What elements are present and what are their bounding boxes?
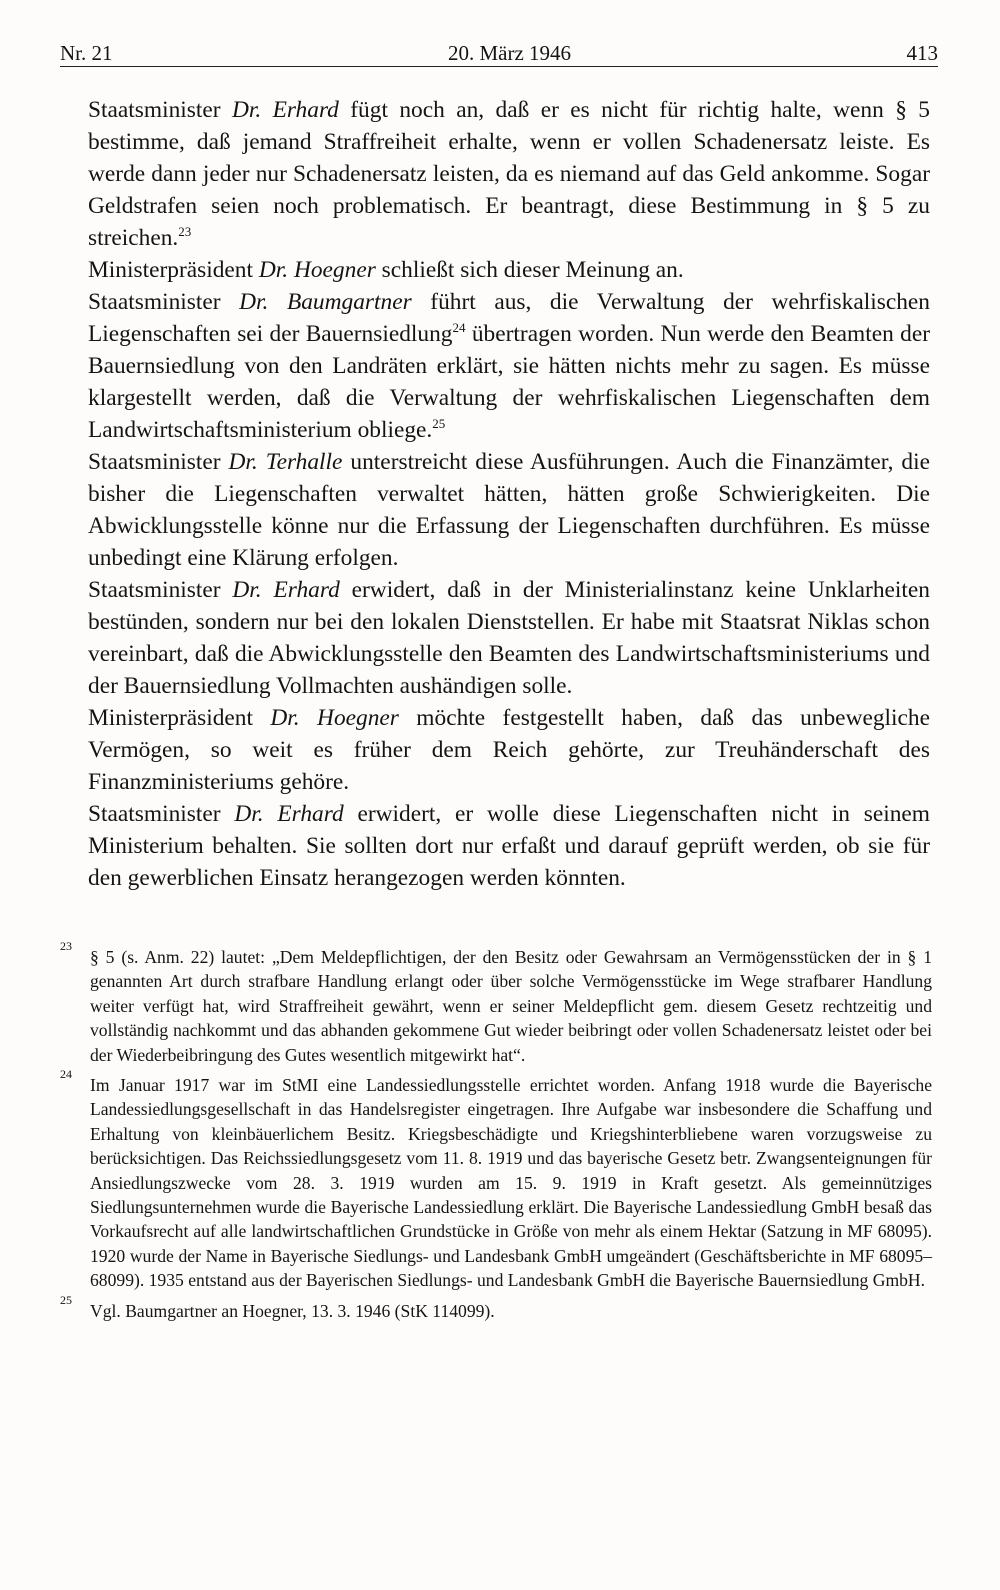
header-rule xyxy=(60,66,938,67)
paragraph-5 xyxy=(88,574,930,702)
speaker-title: Staatsminister xyxy=(88,801,235,827)
footnote-text: Im Januar 1917 war im StMI eine Landessiedlungsstelle errichtet worden. Anfang 1918 wurde die Bayerische Landessiedlungsgesellschaft in das Handelsregister eingetragen. Ihre Aufgabe war insbesondere die Schaffung und Erhaltung von kleinbäuerlichem Besitz. Kriegsbeschädigte und Kriegshinterbliebene waren vorzugsweise zu berücksichtigen. Das Reichssiedlungsgesetz vom 11. 8. 1919 und das bayerische Gesetz betr. Zwangsenteignungen für Ansiedlungszwecke vom 28. 3. 1919 wurden am 15. 9. 1919 in Kraft gesetzt. Als gemeinnütziges Siedlungsunternehmen wurde die Bayerische Landessiedlung erklärt. Die Bayerische Landessiedlung GmbH besaß das Vorkaufsrecht auf alle landwirtschaftlichen Grundstücke in Größe von mehr als einem Hektar (Satzung in MF 68095). 1920 wurde der Name in Bayerische Siedlungs- und Landesbank GmbH umgeändert (Geschäftsberichte in MF 68095–68099). 1935 entstand aus der Bayerischen Siedlungs- und Landesbank GmbH die Bayerische Bauernsiedlung GmbH. xyxy=(90,1075,932,1291)
speaker-name: Dr. Hoegner xyxy=(270,705,399,731)
footnotes xyxy=(60,939,932,1329)
footnote-25 xyxy=(60,1292,932,1323)
paragraph-3 xyxy=(88,286,930,446)
paragraph-6 xyxy=(88,702,930,798)
paragraph-text: erwidert, daß in der Ministerialinstanz keine Unklarheiten bestünden, sondern nur bei den lokalen Dienststellen. Er habe mit Staatsrat Niklas schon vereinbart, daß die Abwicklungsstelle den Beamten des Landwirtschaftsministeriums und der Bauernsiedlung Vollmachten aushändigen solle. xyxy=(88,577,930,699)
footnote-mark: 25 xyxy=(60,1292,72,1307)
speaker-title: Staatsminister xyxy=(88,449,229,475)
speaker-title: Staatsminister xyxy=(88,289,240,315)
paragraph-text: übertragen worden. Nun werde den Beamten der Bauernsiedlung von den Landräten erklärt, sie hätten nichts mehr zu sagen. Es müsse klargestellt werden, daß die Verwaltung der wehrfiskalischen Liegenschaften dem Landwirtschaftsministerium obliege. xyxy=(88,321,930,443)
header-date: 20. März 1946 xyxy=(447,41,572,65)
speaker-name: Dr. Terhalle xyxy=(228,449,343,475)
footnote-ref[interactable]: 25 xyxy=(432,416,446,431)
speaker-title: Ministerpräsident xyxy=(88,257,259,283)
body-text xyxy=(88,94,930,894)
footnote-ref[interactable]: 24 xyxy=(452,320,466,335)
footnote-23 xyxy=(60,939,932,1067)
paragraph-1 xyxy=(88,94,930,254)
footnote-ref[interactable]: 23 xyxy=(178,224,192,239)
footnote-text: § 5 (s. Anm. 22) lautet: „Dem Meldepflichtigen, der den Besitz oder Gewahrsam an Vermögensstücken der in § 1 genannten Art durch strafbare Handlung erlangt oder über solche Vermögensstücke im Wege strafbarer Handlung weiter verfügt hat, wird Straffreiheit gewährt, wenn er seiner Meldepflicht gem. diesem Gesetz rechtzeitig und vollständig nachkommt und das abhanden gekommene Gut wieder beibringt oder vollen Schadenersatz leistet oder bei der Wiederbeibringung des Gutes wesentlich mitgewirkt hat“. xyxy=(90,947,932,1065)
speaker-title: Staatsminister xyxy=(88,577,233,603)
page-header xyxy=(60,34,938,66)
paragraph-text: fügt noch an, daß er es nicht für richtig halte, wenn § 5 bestimme, daß jemand Straffreiheit erhalte, wenn er vollen Schadenersatz leiste. Es werde dann jeder nur Schadenersatz leisten, da es niemand auf das Geld ankomme. Sogar Geldstrafen seien noch problematisch. Er beantragt, diese Bestimmung in § 5 zu streichen. xyxy=(88,97,930,251)
issue-number: Nr. 21 xyxy=(60,41,113,65)
paragraph-4 xyxy=(88,446,930,574)
paragraph-text: erwidert, er wolle diese Liegenschaften nicht in seinem Ministerium behalten. Sie sollten dort nur erfaßt und darauf geprüft werden, ob sie für den gewerblichen Einsatz herangezogen werden könnten. xyxy=(88,801,930,891)
paragraph-text: schließt sich dieser Meinung an. xyxy=(375,257,684,283)
paragraph-2 xyxy=(88,254,930,286)
paragraph-7 xyxy=(88,798,930,894)
speaker-name: Dr. Erhard xyxy=(232,577,340,603)
speaker-name: Dr. Erhard xyxy=(231,97,339,123)
footnote-mark: 24 xyxy=(60,1067,72,1082)
paragraph-text: möchte festgestellt haben, daß das unbewegliche Vermögen, so weit es früher dem Reich gehörte, zur Treuhänderschaft des Finanzministeriums gehöre. xyxy=(88,705,930,795)
speaker-title: Ministerpräsident xyxy=(88,705,271,731)
paragraph-text: führt aus, die Verwaltung der wehrfiskalischen Liegenschaften sei der Bauernsiedlung xyxy=(88,289,930,347)
speaker-name: Dr. Erhard xyxy=(234,801,344,827)
footnote-text: Vgl. Baumgartner an Hoegner, 13. 3. 1946 (StK 114099). xyxy=(90,1300,495,1321)
speaker-name: Dr. Baumgartner xyxy=(239,289,412,315)
paragraph-text: unterstreicht diese Ausführungen. Auch die Finanzämter, die bisher die Liegenschaften verwaltet hätten, hätten große Schwierigkeiten. Die Abwicklungsstelle könne nur die Erfassung der Liegenschaften durchführen. Es müsse unbedingt eine Klärung erfolgen. xyxy=(88,449,930,571)
speaker-name: Dr. Hoegner xyxy=(258,257,376,283)
footnote-24 xyxy=(60,1067,932,1293)
speaker-title: Staatsminister xyxy=(88,97,232,123)
footnote-mark: 23 xyxy=(60,939,72,953)
page-number: 413 xyxy=(906,41,938,65)
